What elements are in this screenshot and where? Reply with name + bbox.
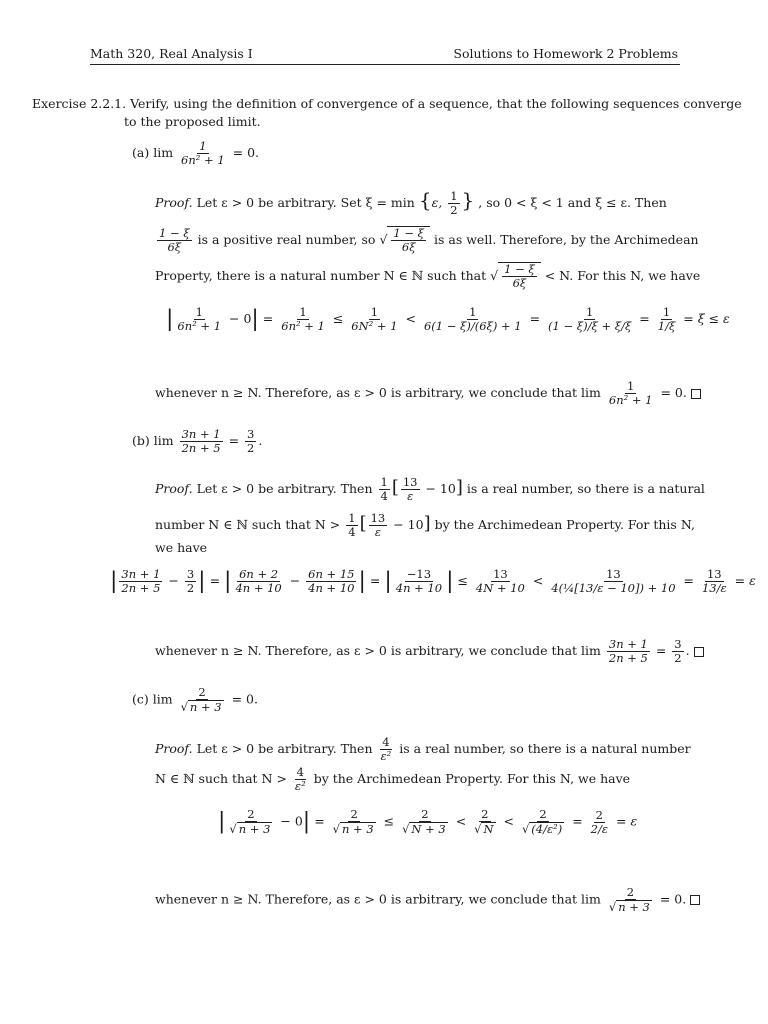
part-a-proof-line-3: Property, there is a natural number N ∈ ℕ such that √ $\frac{1 - \xi}{6\xi}$ < N. For this N, we have: [155, 262, 701, 291]
part-b-statement: (b) lim $\frac{3n + 1}{2n + 5}$ = $\frac{3}{2}$ .: [132, 427, 263, 456]
part-a-statement: (a) lim $\frac{1}{\text{6n² + 1}}$ = 0.: [132, 139, 260, 168]
part-b-proof-line-3: we have: [155, 540, 208, 555]
part-c-conclusion: whenever n ≥ N. Therefore, as ε > 0 is arbitrary, we conclude that lim $\frac{2}{√ n + 3}$ = 0.: [155, 886, 700, 914]
part-a-conclusion: whenever n ≥ N. Therefore, as ε > 0 is arbitrary, we conclude that lim $\frac{1}{\text{6n² + 1}}$ = 0.: [155, 380, 701, 407]
part-b-proof-line-1: Proof. Let ε > 0 be arbitrary. Then $\frac{1}{4}$ [ $\frac{13}{\varepsilon}$ − 10] is a real number, so there is a natural: [155, 475, 705, 504]
part-b-inequality-chain: | $\frac{3n + 1}{2n + 5}$ − $\frac{3}{2}$ | = | $\frac{6n + 2}{4n + 10}$ − $\frac{6n + 15}{4n + 10}$ | = | $\frac{-13}{4n + 10}$ | ≤ $\frac{13}{4N + 10}$ < $\frac{13}{\text{4(¼[13/ε − 10]) + 10}}$ = $\frac{13}{13/\varepsilon}$ = ε: [110, 567, 756, 596]
header-rule: [90, 64, 680, 65]
exercise-text-1: Verify, using the definition of convergence of a sequence, that the following sequences converge: [130, 96, 742, 111]
part-c-label: (c): [132, 691, 149, 707]
part-c-inequality-chain: | $\frac{2}{√ n + 3}$ − 0| = $\frac{2}{√ n + 3}$ ≤ $\frac{2}{√ N + 3}$ < $\frac{2}{√ N}$ < $\frac{2}{\text{√ (4/ε²)}}$ = $\frac{2}{2/\varepsilon}$ = ε: [218, 807, 638, 837]
part-b-proof-line-2: number N ∈ ℕ such that N > $\frac{1}{4}$ [ $\frac{13}{\varepsilon}$ − 10] by the Archimedean Property. For this N,: [155, 511, 695, 540]
header-right: Solutions to Homework 2 Problems: [453, 46, 678, 61]
header-left: Math 320, Real Analysis I: [90, 46, 253, 61]
part-a-inequality-chain: | $\frac{1}{\text{6n² + 1}}$ − 0| = $\frac{1}{\text{6n² + 1}}$ ≤ $\frac{1}{\text{6N² + 1}}$ < $\frac{1}{6(1 - \xi)/(6\xi) + 1}$ = $\frac{1}{(1 - \xi)/\xi + \xi/\xi}$ = $\frac{1}{1/\xi}$ = ξ ≤ ε: [166, 305, 730, 334]
exercise-label: Exercise 2.2.1.: [32, 96, 127, 111]
part-b-conclusion: whenever n ≥ N. Therefore, as ε > 0 is arbitrary, we conclude that lim $\frac{3n + 1}{2n + 5}$ = $\frac{3}{2}$ .: [155, 638, 704, 665]
part-c-proof-line-1: Proof. Let ε > 0 be arbitrary. Then $\frac{4}{\text{ε²}}$ is a real number, so there is a natural number: [155, 735, 691, 764]
part-c-proof-line-2: N ∈ ℕ such that N > $\frac{4}{\text{ε²}}$ by the Archimedean Property. For this N, we have: [155, 765, 631, 794]
qed-box: [691, 389, 701, 399]
part-c-statement: (c) lim $\frac{2}{√ n + 3}$ = 0.: [132, 685, 258, 715]
part-a-proof-line-2: $\frac{1 - \xi}{6\xi}$ is a positive real number, so √ $\frac{1 - \xi}{6\xi}$ is as well. Therefore, by the Archimedean: [159, 226, 699, 255]
qed-box: [694, 647, 704, 657]
exercise-text-2: to the proposed limit.: [124, 114, 261, 129]
exercise-statement: [32, 96, 742, 111]
part-a-label: (a): [132, 145, 150, 161]
qed-box: [690, 895, 700, 905]
part-b-label: (b): [132, 433, 150, 449]
part-a-proof-line-1: Proof. Let ε > 0 be arbitrary. Set ξ = min {ε, $\frac{1}{2}$ } , so 0 < ξ < 1 and ξ ≤ ε. Then: [155, 188, 667, 217]
